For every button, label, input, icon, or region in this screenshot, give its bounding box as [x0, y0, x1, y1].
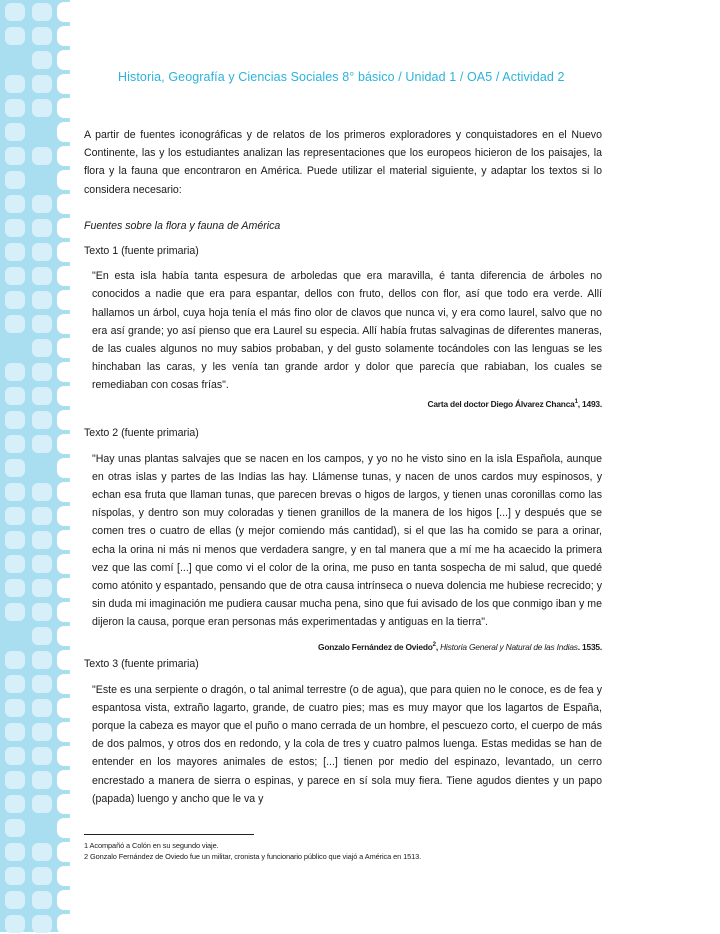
text-1-citation: Carta del doctor Diego Álvarez Chanca$^1$, 1493. — [427, 398, 602, 409]
sidebar-notch — [57, 242, 71, 262]
sidebar-tile — [5, 219, 25, 237]
sidebar-tile — [5, 3, 25, 21]
sidebar-tile — [32, 891, 52, 909]
footnote-1: 1 Acompañó a Colón en su segundo viaje. — [84, 841, 219, 850]
sidebar-notch — [57, 362, 71, 382]
sidebar-notch — [57, 578, 71, 598]
document-body — [84, 126, 602, 808]
sidebar-tile — [32, 747, 52, 765]
sidebar-notch — [57, 266, 71, 286]
sidebar-tile — [32, 27, 52, 45]
sidebar-tile — [5, 171, 25, 189]
sidebar-tile — [32, 75, 52, 93]
sidebar-tile — [5, 75, 25, 93]
sidebar-notch — [57, 26, 71, 46]
sidebar-notch — [57, 194, 71, 214]
sidebar-tile — [32, 867, 52, 885]
sidebar-tile — [5, 27, 25, 45]
sidebar-tile — [5, 843, 25, 861]
sidebar-tile — [5, 531, 25, 549]
sidebar-tile — [32, 99, 52, 117]
sidebar-tile — [32, 267, 52, 285]
sidebar-notch — [57, 626, 71, 646]
sidebar-tile — [5, 291, 25, 309]
citation-year: . 1535. — [577, 641, 602, 652]
sidebar-tile — [32, 579, 52, 597]
sidebar-notch — [57, 2, 71, 22]
sidebar-tile — [5, 819, 25, 837]
sidebar-tile — [5, 243, 25, 261]
text-1-label: Texto 1 (fuente primaria) — [84, 245, 199, 258]
sidebar-tile — [5, 99, 25, 117]
sidebar-tile — [32, 699, 52, 717]
sidebar-notch — [57, 410, 71, 430]
sidebar-tile — [32, 387, 52, 405]
sidebar-tile — [32, 843, 52, 861]
sidebar-tile — [32, 675, 52, 693]
sidebar-notch — [57, 290, 71, 310]
sidebar-tile — [5, 915, 25, 933]
sidebar-notch — [57, 386, 71, 406]
sidebar-notch — [57, 914, 71, 934]
sidebar-tile — [32, 219, 52, 237]
breadcrumb: Historia, Geografía y Ciencias Sociales 8° básico / Unidad 1 / OA5 / Actividad 2 — [118, 70, 565, 84]
sidebar-tile — [32, 411, 52, 429]
sidebar-tile — [5, 891, 25, 909]
sidebar-tile — [5, 267, 25, 285]
sidebar-tile — [32, 243, 52, 261]
sidebar-notch — [57, 650, 71, 670]
sidebar-tile — [5, 195, 25, 213]
sidebar-notch — [57, 722, 71, 742]
sidebar-notch — [57, 674, 71, 694]
sidebar-notch — [57, 458, 71, 478]
sidebar-tile — [5, 123, 25, 141]
footnote-ref[interactable]: 2 — [432, 641, 436, 648]
footnote-divider — [84, 834, 254, 835]
sidebar-tile — [32, 531, 52, 549]
sidebar-notch — [57, 506, 71, 526]
sidebar-notch — [57, 890, 71, 910]
sidebar-tile — [32, 3, 52, 21]
sidebar-notch — [57, 482, 71, 502]
sidebar-tile — [32, 603, 52, 621]
footnote-ref[interactable]: 1 — [574, 398, 578, 405]
sidebar-tile — [32, 627, 52, 645]
sidebar-tile — [5, 411, 25, 429]
section-title: Fuentes sobre la flora y fauna de América — [84, 219, 281, 232]
sidebar-notch — [57, 146, 71, 166]
sidebar-tile — [5, 747, 25, 765]
text-1-quote: "En esta isla había tanta espesura de arboledas que era maravilla, é tanta diferencia de árboles no conocidos a nadie que era para espantar, dellos con fruto, dellos con flor, así que todo era verde. Allí hallamos un árbol, cuya hoja tenía el más fino olor de clavos que nunca vi, y era como laurel, salvo que no era así grande; yo así pienso que era Laurel su especia. Allí había frutas salvaginas de diferentes maneras, de las cuales algunos no muy sabios probaban, y del gusto solamente tocándoles con las lenguas se les hinchaban las caras, y les venía tan grande ardor y dolor que parecía que rabiaban, los cuales se remediaban con cosas frías". — [92, 270, 602, 392]
sidebar-notch — [57, 770, 71, 790]
sidebar-tile — [32, 915, 52, 933]
sidebar-tile — [32, 339, 52, 357]
sidebar-tile — [32, 291, 52, 309]
sidebar-tile — [5, 867, 25, 885]
citation-work: Historia General y Natural de las Indias — [440, 641, 578, 652]
sidebar-tile — [5, 771, 25, 789]
sidebar-tile — [5, 387, 25, 405]
sidebar-tile — [5, 723, 25, 741]
sidebar-tile — [5, 699, 25, 717]
sidebar-notch — [57, 866, 71, 886]
sidebar-tile — [5, 483, 25, 501]
sidebar-tile — [5, 435, 25, 453]
sidebar-tile — [32, 195, 52, 213]
sidebar-tile — [5, 675, 25, 693]
sidebar-tile — [5, 363, 25, 381]
sidebar-tile — [32, 363, 52, 381]
sidebar-tile — [32, 723, 52, 741]
citation-author: Gonzalo Fernández de Oviedo — [318, 641, 433, 652]
sidebar-tile — [32, 435, 52, 453]
sidebar-notch — [57, 98, 71, 118]
sidebar-notch — [57, 434, 71, 454]
text-2-citation: Gonzalo Fernández de Oviedo$^2$, Historia General y Natural de las Indias. 1535. — [318, 641, 602, 652]
sidebar-notch — [57, 74, 71, 94]
sidebar-tile — [32, 555, 52, 573]
sidebar-tile — [32, 771, 52, 789]
sidebar-notch — [57, 746, 71, 766]
decorative-sidebar — [0, 0, 70, 932]
sidebar-notch — [57, 530, 71, 550]
sidebar-tile — [5, 507, 25, 525]
sidebar-tile — [5, 651, 25, 669]
sidebar-tile — [5, 795, 25, 813]
intro-paragraph: A partir de fuentes iconográficas y de relatos de los primeros exploradores y conquistadores en el Nuevo Continente, las y los estudiantes analizan las representaciones que los europeos hicieron de los paisajes, la flora y la fauna que encontraron en América. Puede utilizar el material siguiente, y adaptar los textos si lo considera necesario: — [84, 129, 602, 196]
sidebar-tile — [5, 603, 25, 621]
sidebar-notch — [57, 338, 71, 358]
sidebar-tile — [32, 507, 52, 525]
sidebar-tile — [32, 315, 52, 333]
text-3-quote: "Este es una serpiente o dragón, o tal animal terrestre (o de agua), que para quien no le conoce, es de fea y espantosa vista, extraño lagarto, grande, de cuatro pies; mas es muy mayor que los lagartos de España, porque la cabeza es mayor que el puño o mano cerrada de un hombre, el pescuezo corto, el cuerpo de más de dos palmos, y otros dos en redondo, y la cola de tres y cuatro palmos luenga. Estas medidas se han de entender en los mayores animales de estos; [...] tienen por medio del espinazo, levantado, un cerro encrestado a manera de sierra o espinas, y parece en sí sola muy fiera. Tiene agudos dientes y un papo (papada) luengo y ancho que le va y — [92, 683, 602, 805]
citation-year: 1493. — [582, 398, 602, 409]
text-2-label: Texto 2 (fuente primaria) — [84, 427, 199, 440]
text-2-quote: "Hay unas plantas salvajes que se nacen en los campos, y yo no he visto sino en la isla Española, aunque en otras islas y partes de las Indias las hay. Llámense tunas, y nacen de unos cardos muy espinosos, y echan esa fruta que llaman tunas, que parecen brevas o higos de largos, y tienen unas coronillas como las níspolas, y dentro son muy coloradas y tienen granillos de la manera de los higos [...] y después que se comen tres o cuatro de ellas (y mejor comiendo más cantidad), si el que las ha comido se para a orinar, echa la orina ni más ni menos que verdadera sangre, y en tal manera que a mí me ha acaecido la primera vez que las comí [...] que como vi el color de la orina, me puso en tanta sospecha de mi salud, que quedé como atónito y espantado, pensando que de otra causa intrínseca o nueva dolencia me hubiese recrecido; y sin duda mi imaginación me pudiera causar mucha pena, sino que fui avisado de los que conmigo iban y me dijeron la causa, porque eran personas más experimentadas y antiguas en la tierra". — [92, 452, 602, 629]
sidebar-notch — [57, 698, 71, 718]
sidebar-notch — [57, 842, 71, 862]
sidebar-tile — [32, 651, 52, 669]
sidebar-tile — [5, 579, 25, 597]
sidebar-notch — [57, 794, 71, 814]
citation-author: Carta del doctor Diego Álvarez Chanca — [427, 398, 575, 409]
text-3-label: Texto 3 (fuente primaria) — [84, 658, 199, 671]
sidebar-notch — [57, 50, 71, 70]
sidebar-notch — [57, 170, 71, 190]
sidebar-notch — [57, 314, 71, 334]
sidebar-tile — [32, 147, 52, 165]
sidebar-tile — [5, 147, 25, 165]
sidebar-tile — [5, 555, 25, 573]
sidebar-tile — [32, 795, 52, 813]
sidebar-notch — [57, 122, 71, 142]
footnotes — [84, 834, 604, 862]
sidebar-tile — [32, 51, 52, 69]
sidebar-notch — [57, 554, 71, 574]
sidebar-notch — [57, 818, 71, 838]
sidebar-notch — [57, 218, 71, 238]
sidebar-tile — [5, 315, 25, 333]
footnote-2: 2 Gonzalo Fernández de Oviedo fue un militar, cronista y funcionario público que viajó a América en 1513. — [84, 851, 422, 861]
sidebar-notch — [57, 602, 71, 622]
sidebar-tile — [32, 483, 52, 501]
sidebar-tile — [5, 459, 25, 477]
